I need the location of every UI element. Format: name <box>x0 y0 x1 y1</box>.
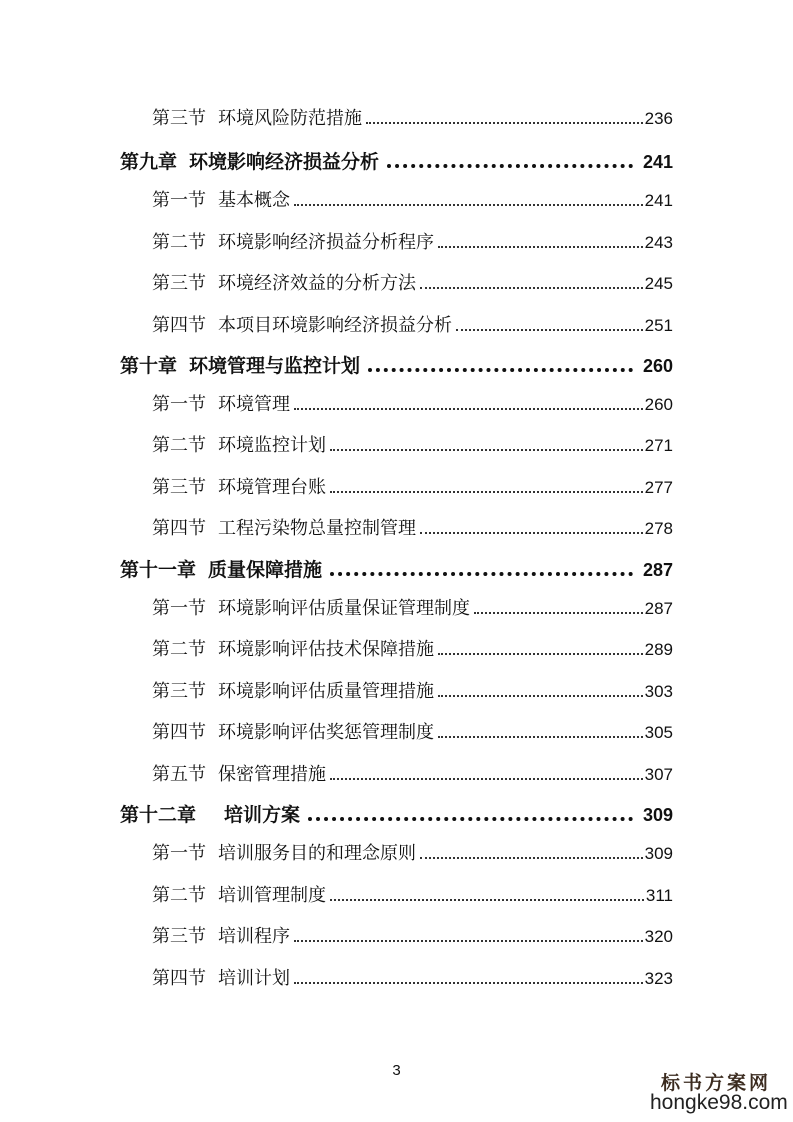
leader-dots <box>294 940 643 942</box>
leader-dots <box>330 449 643 451</box>
entry-number: 第一节 <box>152 190 206 211</box>
entry-title: 环境影响评估质量保证管理制度 <box>218 598 470 619</box>
entry-page: 323 <box>644 969 673 988</box>
entry-title: 培训服务目的和理念原则 <box>218 843 416 864</box>
entry-number: 第二节 <box>152 435 206 456</box>
entry-number: 第二节 <box>152 232 206 253</box>
entry-number: 第三节 <box>152 926 206 947</box>
entry-number: 第四节 <box>152 518 206 539</box>
entry-title: 基本概念 <box>218 190 290 211</box>
leader-dots <box>438 246 643 248</box>
toc-entry-section[interactable] <box>152 677 673 703</box>
leader-dots <box>330 491 643 493</box>
leader-dots <box>294 408 643 410</box>
entry-title: 本项目环境影响经济损益分析 <box>218 315 452 336</box>
toc-entry-section[interactable] <box>152 635 673 661</box>
entry-title: 培训程序 <box>218 926 290 947</box>
leader-dots <box>308 817 633 821</box>
chapter-title: 环境管理与监控计划 <box>189 355 361 377</box>
leader-dots <box>330 778 643 780</box>
toc-entry-section[interactable] <box>152 473 673 499</box>
entry-page: 287 <box>644 599 673 618</box>
entry-title: 保密管理措施 <box>218 764 326 785</box>
entry-number: 第三节 <box>152 108 206 129</box>
leader-dots <box>330 572 633 576</box>
toc-entry-chapter[interactable] <box>120 351 673 377</box>
entry-page: 243 <box>644 233 673 252</box>
toc-entry-section[interactable] <box>152 514 673 540</box>
entry-number: 第四节 <box>152 968 206 989</box>
entry-page: 320 <box>644 927 673 946</box>
watermark-title: 标书方案网 <box>661 1072 772 1094</box>
chapter-page: 309 <box>642 805 673 825</box>
entry-page: 271 <box>644 436 673 455</box>
watermark-url: hongke98.com <box>650 1091 788 1114</box>
entry-page: 236 <box>644 109 673 128</box>
entry-page: 241 <box>644 191 673 210</box>
toc-entry-section[interactable] <box>152 269 673 295</box>
leader-dots <box>438 736 643 738</box>
entry-number: 第二节 <box>152 639 206 660</box>
entry-number: 第三节 <box>152 273 206 294</box>
leader-dots <box>387 164 633 168</box>
chapter-number: 第十章 <box>120 355 178 377</box>
leader-dots <box>420 857 643 859</box>
entry-title: 工程污染物总量控制管理 <box>218 518 416 539</box>
entry-number: 第一节 <box>152 394 206 415</box>
entry-title: 环境经济效益的分析方法 <box>218 273 416 294</box>
toc-entry-section[interactable] <box>152 718 673 744</box>
entry-page: 251 <box>644 316 673 335</box>
leader-dots <box>294 204 643 206</box>
toc-entry-chapter[interactable] <box>120 800 673 826</box>
leader-dots <box>456 329 643 331</box>
leader-dots <box>368 368 633 372</box>
entry-page: 289 <box>644 640 673 659</box>
entry-title: 环境影响经济损益分析程序 <box>218 232 434 253</box>
chapter-number: 第九章 <box>120 151 178 173</box>
entry-page: 305 <box>644 723 673 742</box>
toc-entry-section[interactable] <box>152 104 673 130</box>
entry-page: 245 <box>644 274 673 293</box>
leader-dots <box>366 122 643 124</box>
chapter-title: 质量保障措施 <box>208 559 323 581</box>
toc-entry-section[interactable] <box>152 964 673 990</box>
entry-page: 309 <box>644 844 673 863</box>
leader-dots <box>438 695 643 697</box>
toc-entry-section[interactable] <box>152 228 673 254</box>
entry-title: 环境影响评估技术保障措施 <box>218 639 434 660</box>
entry-title: 环境管理 <box>218 394 290 415</box>
leader-dots <box>330 899 644 901</box>
toc-entry-chapter[interactable] <box>120 147 673 173</box>
leader-dots <box>294 982 643 984</box>
toc-entry-section[interactable] <box>152 390 673 416</box>
leader-dots <box>474 612 643 614</box>
leader-dots <box>420 287 643 289</box>
chapter-page: 260 <box>642 356 673 376</box>
toc-entry-section[interactable] <box>152 922 673 948</box>
entry-page: 303 <box>644 682 673 701</box>
entry-number: 第三节 <box>152 477 206 498</box>
toc-entry-chapter[interactable] <box>120 555 673 581</box>
leader-dots <box>420 532 643 534</box>
entry-page: 278 <box>644 519 673 538</box>
entry-title: 环境影响评估质量管理措施 <box>218 681 434 702</box>
entry-page: 311 <box>645 886 673 905</box>
entry-number: 第四节 <box>152 722 206 743</box>
leader-dots <box>438 653 643 655</box>
chapter-page: 241 <box>642 152 673 172</box>
entry-number: 第一节 <box>152 598 206 619</box>
page-number: 3 <box>392 1062 401 1079</box>
entry-title: 培训管理制度 <box>218 885 326 906</box>
toc-entry-section[interactable] <box>152 881 673 907</box>
chapter-page: 287 <box>642 560 673 580</box>
entry-title: 环境管理台账 <box>218 477 326 498</box>
entry-title: 环境风险防范措施 <box>218 108 362 129</box>
entry-title: 环境影响评估奖惩管理制度 <box>218 722 434 743</box>
entry-title: 培训计划 <box>218 968 290 989</box>
entry-number: 第四节 <box>152 315 206 336</box>
toc-entry-section[interactable] <box>152 431 673 457</box>
entry-page: 277 <box>644 478 673 497</box>
entry-title: 环境监控计划 <box>218 435 326 456</box>
entry-number: 第二节 <box>152 885 206 906</box>
entry-page: 260 <box>644 395 673 414</box>
toc-entry-section[interactable] <box>152 311 673 337</box>
entry-number: 第一节 <box>152 843 206 864</box>
entry-number: 第五节 <box>152 764 206 785</box>
entry-page: 307 <box>644 765 673 784</box>
chapter-title: 环境影响经济损益分析 <box>189 151 380 173</box>
toc-entry-section[interactable] <box>152 839 673 865</box>
chapter-title: 培训方案 <box>224 804 301 826</box>
toc-entry-section[interactable] <box>152 186 673 212</box>
entry-number: 第三节 <box>152 681 206 702</box>
chapter-number: 第十一章 <box>120 559 197 581</box>
toc-entry-section[interactable] <box>152 594 673 620</box>
toc-entry-section[interactable] <box>152 760 673 786</box>
chapter-number: 第十二章 <box>120 804 197 826</box>
